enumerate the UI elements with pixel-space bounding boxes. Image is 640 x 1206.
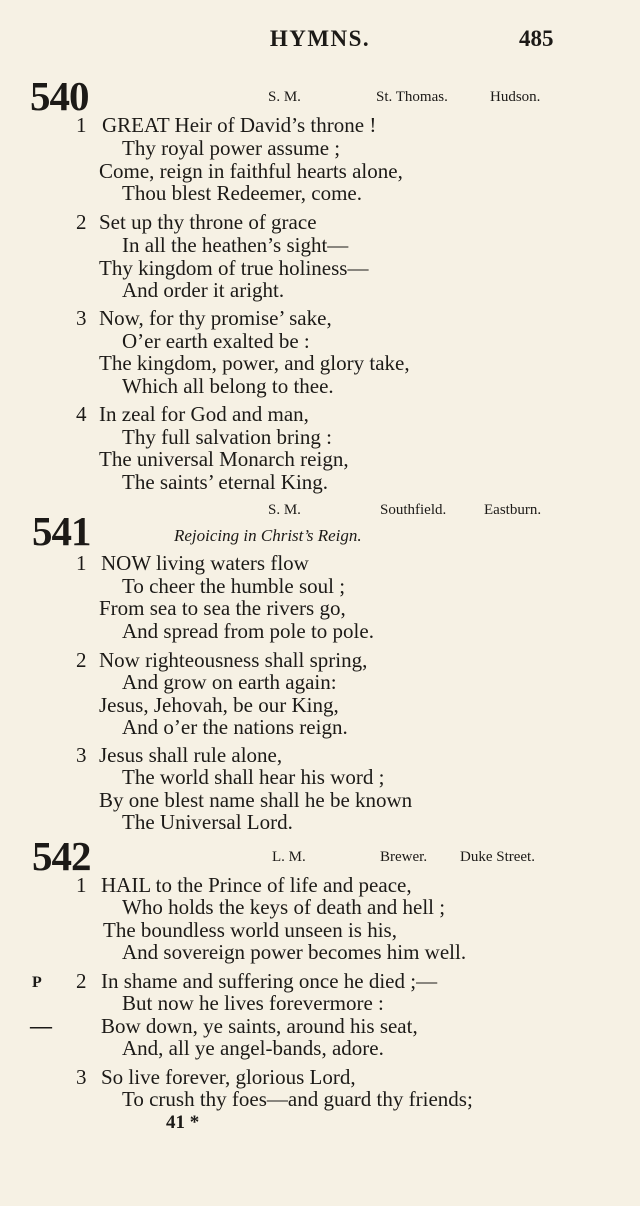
dynamic-mark-dash: — [30, 1013, 52, 1038]
verse-number: 2 [76, 210, 87, 234]
verse-line: Now, for thy promise’ sake, [99, 306, 332, 330]
verse-line: But now he lives forevermore : [122, 991, 384, 1015]
tune-name: St. Thomas. [376, 89, 448, 105]
verse-number: 3 [76, 743, 87, 767]
verse-line: The kingdom, power, and glory take, [99, 351, 410, 375]
verse-line: And o’er the nations reign. [122, 715, 348, 739]
verse-number: 2 [76, 969, 87, 993]
verse-line: By one blest name shall he be known [99, 788, 413, 812]
hymn-subtitle: Rejoicing in Christ’s Reign. [174, 526, 362, 545]
verse-line: In zeal for God and man, [99, 402, 309, 426]
verse-number: 2 [76, 648, 87, 672]
hymn-meter: L. M. [272, 849, 306, 865]
verse-line: The world shall hear his word ; [122, 765, 385, 789]
verse-number: 1 [76, 873, 87, 897]
verse-line: Jesus shall rule alone, [99, 743, 283, 767]
verse-line: Thy kingdom of true holiness— [99, 256, 369, 280]
hymn-meter: S. M. [268, 502, 301, 518]
signature-mark: 41 * [166, 1112, 200, 1133]
tune-name: Hudson. [490, 89, 541, 105]
verse-number: 3 [76, 1065, 87, 1089]
page-number: 485 [519, 26, 554, 51]
verse-line: The boundless world unseen is his, [103, 918, 397, 942]
verse-line: The Universal Lord. [122, 810, 293, 834]
verse-line: Set up thy throne of grace [99, 210, 317, 234]
verse-line: And spread from pole to pole. [122, 619, 374, 643]
tune-name: Southfield. [380, 502, 447, 518]
hymn-number: 541 [32, 508, 91, 554]
verse-line: O’er earth exalted be : [122, 329, 310, 353]
verse-number: 4 [76, 402, 87, 426]
verse-line: Jesus, Jehovah, be our King, [99, 693, 339, 717]
verse-line: GREAT Heir of David’s throne ! [102, 113, 377, 137]
verse-line: Come, reign in faithful hearts alone, [99, 159, 403, 183]
verse-number: 3 [76, 306, 87, 330]
verse-line: Thou blest Redeemer, come. [122, 181, 362, 205]
verse-line: In shame and suffering once he died ;— [101, 969, 438, 993]
verse-line: In all the heathen’s sight— [122, 233, 349, 257]
tune-name: Duke Street. [460, 849, 535, 865]
verse-line: To crush thy foes—and guard thy friends; [122, 1087, 473, 1111]
verse-line: From sea to sea the rivers go, [99, 596, 346, 620]
verse-line: So live forever, glorious Lord, [101, 1065, 356, 1089]
verse-line: To cheer the humble soul ; [122, 574, 346, 598]
verse-line: Now righteousness shall spring, [99, 648, 368, 672]
hymn-number: 542 [32, 833, 91, 879]
verse-number: 1 [76, 113, 87, 137]
verse-line: NOW living waters flow [101, 551, 309, 575]
hymn-number: 540 [30, 73, 89, 119]
verse-line: Who holds the keys of death and hell ; [122, 895, 446, 919]
verse-line: And sovereign power becomes him well. [122, 940, 467, 964]
tune-name: Eastburn. [484, 502, 542, 518]
verse-line: And order it aright. [122, 278, 285, 302]
verse-line: HAIL to the Prince of life and peace, [101, 873, 412, 897]
tune-name: Brewer. [380, 849, 428, 865]
verse-line: The universal Monarch reign, [99, 447, 349, 471]
running-title: HYMNS. [269, 26, 371, 51]
verse-line: The saints’ eternal King. [122, 470, 329, 494]
hymn-meter: S. M. [268, 89, 301, 105]
dynamic-mark-piano: P [32, 974, 42, 991]
verse-number: 1 [76, 551, 87, 575]
verse-line: Bow down, ye saints, around his seat, [101, 1014, 418, 1038]
verse-line: Which all belong to thee. [122, 374, 334, 398]
verse-line: Thy royal power assume ; [122, 136, 341, 160]
verse-line: And, all ye angel-bands, adore. [122, 1036, 384, 1060]
verse-line: Thy full salvation bring : [122, 425, 332, 449]
verse-line: And grow on earth again: [122, 670, 337, 694]
